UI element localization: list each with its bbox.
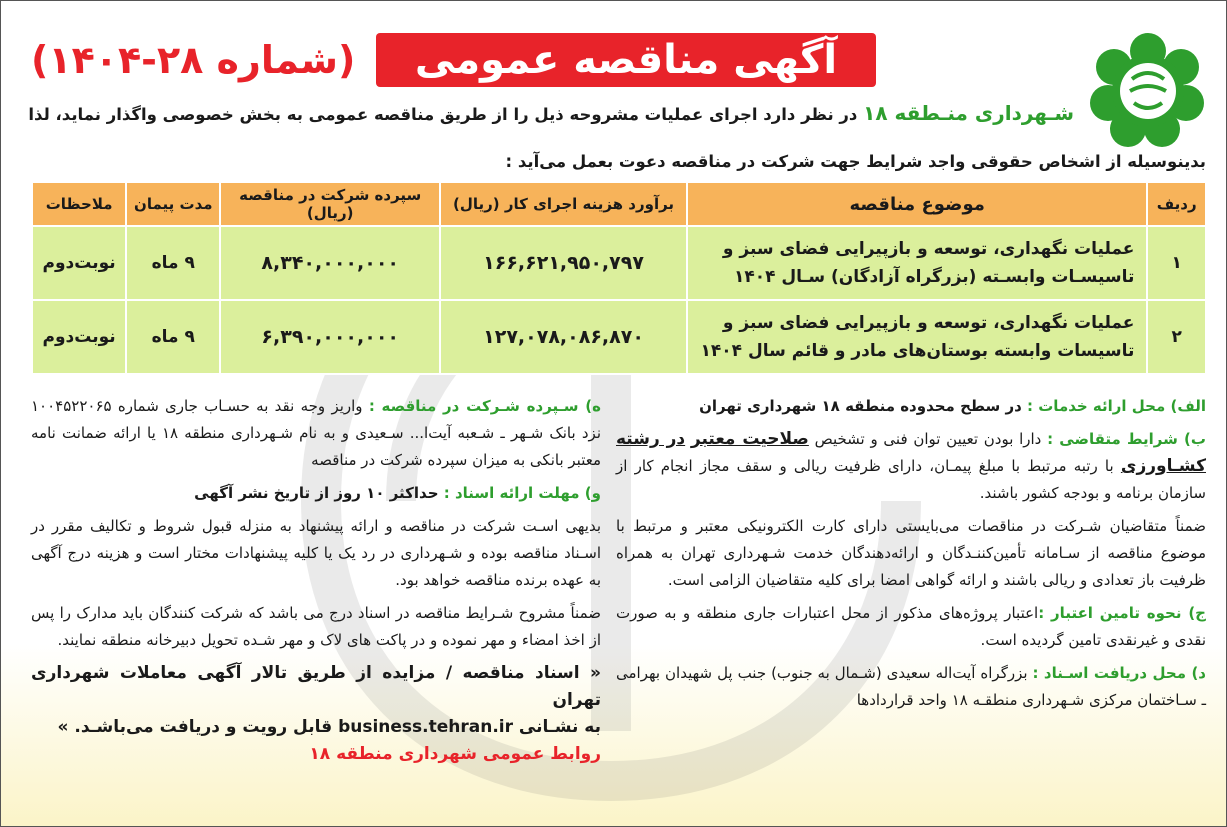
header-subject: موضوع مناقصه bbox=[687, 182, 1147, 226]
section-b-text2: با رتبه مرتبط با مبلغ پیمـان، دارای ظرفیت ریالی و سقف مجاز انجام کار از سازمان برنامه و بودجه کشور باشند. bbox=[616, 457, 1206, 502]
public-relations-signature: روابط عمومی شهرداری منطقه ۱۸ bbox=[309, 744, 601, 764]
cell-deposit: ۶,۳۹۰,۰۰۰,۰۰۰ bbox=[220, 300, 440, 374]
intro-text bbox=[14, 99, 1074, 129]
subject-line: عملیات نگهداری، توسعه و بازپیرایی فضای سبز و bbox=[722, 313, 1135, 333]
cell-notes: نوبت‌دوم bbox=[32, 300, 126, 374]
cell-deposit: ۸,۳۴۰,۰۰۰,۰۰۰ bbox=[220, 226, 440, 300]
title-area bbox=[31, 31, 1071, 89]
tender-number: (شماره ۲۸-۱۴۰۴) bbox=[31, 38, 356, 82]
section-b-strong: صلاحیت معتبر bbox=[690, 429, 809, 449]
header-estimate: برآورد هزینه اجرای کار (ریال) bbox=[440, 182, 687, 226]
cell-subject bbox=[687, 300, 1147, 374]
section-b-label: ب) شرایط متقاضی : bbox=[1047, 430, 1206, 448]
cell-estimate: ۱۶۶,۶۲۱,۹۵۰,۷۹۷ bbox=[440, 226, 687, 300]
section-e-text: واریز وجه نقد به حسـاب جاری شماره ۱۰۰۴۵۲۲۰۶۵ نزد بانک شـهر ـ شـعبه آیت‌ا... سـعیدی و به نام شـهرداری منطقه ۱۸ یا ارائه ضمانت نامه معتبر بانکی به میزان سپرده شرکت در مناقصه bbox=[31, 397, 601, 469]
cell-row-number: ۱ bbox=[1147, 226, 1206, 300]
conditions-right-column bbox=[616, 393, 1206, 720]
section-a-label: الف) محل ارائه خدمات : bbox=[1027, 397, 1206, 415]
section-e-label: ه) سـپرده شـرکت در مناقصه : bbox=[368, 397, 601, 415]
municipality-logo-icon bbox=[1088, 29, 1208, 149]
intro-line1: در نظر دارد اجرای عملیات مشروحه ذیل را از طریق مناقصه عمومی به بخش خصوصی واگذار نماید، لذا bbox=[28, 105, 864, 124]
section-c-label: ج) نحوه تامین اعتبار : bbox=[1038, 604, 1206, 622]
cell-row-number: ۲ bbox=[1147, 300, 1206, 374]
cell-duration: ۹ ماه bbox=[126, 300, 220, 374]
section-a-text: در سطح محدوده منطقه ۱۸ شهرداری تهران bbox=[699, 397, 1028, 415]
header-duration: مدت پیمان bbox=[126, 182, 220, 226]
quote-line1: « اسناد مناقصه / مزایده از طریق تالار آگهی معاملات شهرداری تهران bbox=[31, 663, 601, 710]
quote-line2: به نشـانی business.tehran.ir قابل رویت و دریافت می‌باشـد. » bbox=[57, 717, 601, 737]
section-d bbox=[616, 660, 1206, 714]
header-notes: ملاحظات bbox=[32, 182, 126, 226]
table-row bbox=[32, 226, 1206, 300]
section-f bbox=[31, 480, 601, 507]
cell-estimate: ۱۲۷,۰۷۸,۰۸۶,۸۷۰ bbox=[440, 300, 687, 374]
intro-org: شـهرداری منـطقه ۱۸ bbox=[863, 101, 1074, 125]
section-e bbox=[31, 393, 601, 474]
header-row-number: ردیف bbox=[1147, 182, 1206, 226]
conditions-left-column bbox=[31, 393, 601, 768]
cell-subject bbox=[687, 226, 1147, 300]
subject-line: عملیات نگهداری، توسعه و بازپیرایی فضای سبز و bbox=[722, 239, 1135, 259]
intro-line2: بدینوسیله از اشخاص حقوقی واجد شرایط جهت شرکت در مناقصه دعوت بعمل می‌آید : bbox=[505, 152, 1206, 171]
table-header-row bbox=[32, 182, 1206, 226]
cell-notes: نوبت‌دوم bbox=[32, 226, 126, 300]
section-b-strong2: در رشته کشـاورزی bbox=[616, 429, 1206, 476]
section-d-label: د) محل دریافت اسـناد : bbox=[1032, 664, 1206, 682]
section-b-text: دارا بودن تعیین توان فنی و تشخیص bbox=[808, 430, 1048, 448]
section-b-para2: ضمناً متقاضیان شـرکت در مناقصات می‌بایستی دارای کارت الکترونیکی معتبر و مرتبط با موضوع مناقصه از سـامانه تأمین‌کننـدگان و ارائه‌دهندگان خدمت شـهرداری تهران به همراه ظرفیت باز تعدادی و ریالی باشند و ارائه گواهی امضا برای کلیه متقاضیان الزامی است. bbox=[616, 517, 1206, 589]
section-f-label: و) مهلت ارائه اسناد : bbox=[443, 484, 601, 502]
subject-line: تاسیسات وابسته بوستان‌های مادر و قائم سال ۱۴۰۴ bbox=[700, 341, 1135, 361]
section-f-text: حداکثر ۱۰ روز از تاریخ نشر آگهی bbox=[194, 484, 444, 502]
paragraph-documents: ضمناً مشروح شـرایط مناقصه در اسناد درج می باشد که شرکت کنندگان باید مدارک را پس از اخذ امضاء و مهر نموده و در پاکت های لاک و مهر شـده تحویل دبیرخانه منطقه نمایند. bbox=[31, 604, 601, 649]
paragraph-terms: بدیهی اسـت شرکت در مناقصه و ارائه پیشنهاد به منزله قبول شروط و تکالیف مقرر در اسـناد مناقصه بوده و شـهرداری در رد یک یا کلیه پیشنهادات مختار است و هزینه درج آگهی به عهده برنده مناقصه خواهد بود. bbox=[31, 517, 601, 589]
subject-line: تاسیسـات وابسـته (بزرگراه آزادگان) سـال ۱۴۰۴ bbox=[733, 267, 1135, 287]
section-b bbox=[616, 426, 1206, 507]
header-deposit: سپرده شرکت در مناقصه (ریال) bbox=[220, 182, 440, 226]
table-row bbox=[32, 300, 1206, 374]
section-c bbox=[616, 600, 1206, 654]
section-c-text: اعتبار پروژه‌های مذکور از محل اعتبارات جاری منطقه و به صورت نقدی و غیرنقدی تامین گردیده است. bbox=[616, 604, 1206, 649]
section-a bbox=[616, 393, 1206, 420]
page-title: آگهی مناقصه عمومی bbox=[376, 33, 876, 87]
cell-duration: ۹ ماه bbox=[126, 226, 220, 300]
section-d-text: بزرگراه آیت‌اله سعیدی (شـمال به جنوب) جنب پل شهیدان بهرامی ـ سـاختمان مرکزی شـهرداری منطقـه ۱۸ واحد قراردادها bbox=[616, 664, 1206, 709]
tender-table bbox=[31, 181, 1207, 375]
